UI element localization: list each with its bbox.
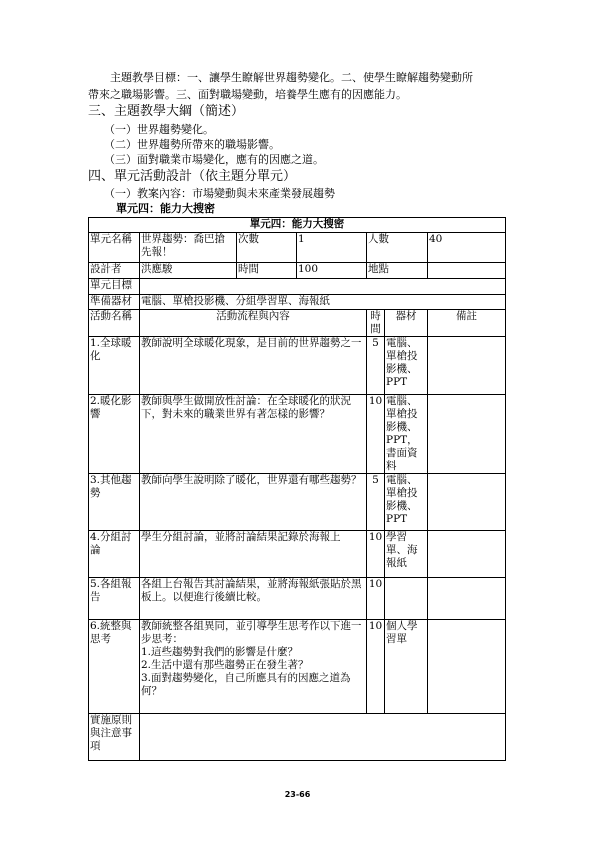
count-value: 1 (297, 233, 367, 263)
step-2: 2.生活中還有那些趨勢正在發生著？ (141, 659, 309, 671)
goal-value (140, 279, 506, 295)
row-flow-intro: 教師統整各組異同，並引導學生思考作以下進一步思考： (141, 620, 362, 645)
row-flow: 學生分組討論，並將討論結果記錄於海報上 (140, 531, 367, 578)
step-1: 1.這些趨勢對我們的影響是什麼？ (141, 646, 299, 658)
header-flow: 活動流程與內容 (140, 310, 367, 337)
row-time: 10 (367, 578, 385, 620)
place-value (428, 263, 506, 279)
header-note: 備註 (428, 310, 506, 337)
row-material: 學習單、海報紙 (385, 531, 428, 578)
page-number: 23-66 (284, 790, 311, 799)
designer-label: 設計者 (89, 263, 140, 279)
time-value: 100 (297, 263, 367, 279)
equip-label: 準備器材 (89, 295, 140, 310)
table-row (89, 395, 506, 474)
equip-value: 電腦、單槍投影機、分組學習單、海報紙 (140, 295, 506, 310)
row-flow: 各組上台報告其討論結果，並將海報紙張貼於黑板上。以便進行後續比較。 (140, 578, 367, 620)
row-material: 個人學習單 (385, 620, 428, 714)
unit-title: 單元四：能力大搜密 (116, 202, 215, 215)
count-label: 次數 (237, 233, 297, 263)
row-name: 4.分組討論 (89, 531, 140, 578)
row-time: 5 (367, 474, 385, 531)
row-name: 2.暖化影響 (89, 395, 140, 474)
row-name: 1.全球暖化 (89, 337, 140, 395)
row-time: 5 (367, 337, 385, 395)
unit-name-value: 世界趨勢：喬巴搶先報！ (140, 233, 237, 263)
table-row (89, 474, 506, 531)
place-label: 地點 (367, 263, 428, 279)
row-flow: 教師說明全球暖化現象，是目前的世界趨勢之一 (140, 337, 367, 395)
time-label: 時間 (237, 263, 297, 279)
row-name: 3.其他趨勢 (89, 474, 140, 531)
row-time: 10 (367, 531, 385, 578)
principle-value (140, 714, 506, 761)
header-material: 器材 (385, 310, 428, 337)
row-note (428, 395, 506, 474)
row-note (428, 337, 506, 395)
people-value: 40 (428, 233, 506, 263)
row-material: 電腦、單槍投影機、PPT (385, 337, 428, 395)
row-note (428, 474, 506, 531)
lesson-plan-table (88, 217, 506, 761)
row-time: 10 (367, 395, 385, 474)
row-name: 6.統整與思考 (89, 620, 140, 714)
row-material: 電腦、單槍投影機、PPT，書面資料 (385, 395, 428, 474)
principle-label: 實施原則與注意事項 (89, 714, 140, 761)
intro-line-2: 帶來之職場影響。三、面對職場變動，培養學生應有的因應能力。 (88, 88, 407, 101)
row-note (428, 620, 506, 714)
table-row (89, 620, 506, 714)
table-row (89, 531, 506, 578)
outline-item-3: （三）面對職業市場變化，應有的因應之道。 (104, 153, 324, 166)
designer-value: 洪應駿 (140, 263, 237, 279)
outline-item-1: （一）世界趨勢變化。 (104, 123, 214, 136)
row-note (428, 578, 506, 620)
table-row (89, 578, 506, 620)
unit-name-label: 單元名稱 (89, 233, 140, 263)
activity-heading: 四、單元活動設計（依主題分單元） (88, 169, 297, 184)
table-row (89, 337, 506, 395)
row-material (385, 578, 428, 620)
row-flow (140, 620, 367, 714)
header-name: 活動名稱 (89, 310, 140, 337)
outline-heading: 三、主題教學大綱（簡述） (88, 104, 245, 119)
people-label: 人數 (367, 233, 428, 263)
outline-item-2: （二）世界趨勢所帶來的職場影響。 (104, 138, 280, 151)
row-time: 10 (367, 620, 385, 714)
row-material: 電腦、單槍投影機、PPT (385, 474, 428, 531)
goal-label: 單元目標 (89, 279, 140, 295)
row-name: 5.各組報告 (89, 578, 140, 620)
activity-content: （一）教案內容：市場變動與未來產業發展趨勢 (104, 187, 335, 200)
header-time: 時間 (367, 310, 385, 337)
row-note (428, 531, 506, 578)
step-3: 3.面對趨勢變化，自己所應具有的因應之道為何？ (141, 672, 351, 697)
row-flow: 教師向學生說明除了暖化，世界還有哪些趨勢？ (140, 474, 367, 531)
row-flow: 教師與學生做開放性討論：在全球暖化的狀況下，對未來的職業世界有著怎樣的影響？ (140, 395, 367, 474)
intro-line-1: 主題教學目標：一、讓學生瞭解世界趨勢變化。二、使學生瞭解趨勢變動所 (110, 71, 473, 84)
table-title: 單元四：能力大搜密 (89, 218, 506, 233)
